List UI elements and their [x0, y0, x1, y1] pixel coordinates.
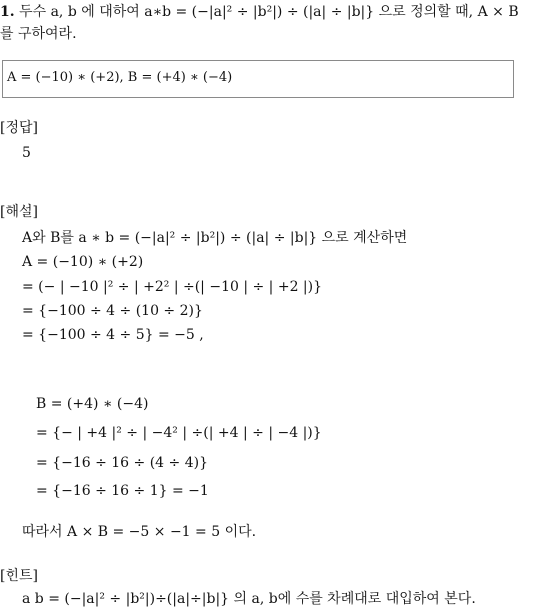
solution-line: = (− | −10 |² ÷ | +2² | ÷(| −10 | ÷ | +2 |)}: [22, 279, 323, 295]
given-values-box: [2, 60, 514, 98]
solution-line: A와 B를 a ∗ b = (−|a|² ÷ |b²|) ÷ (|a| ÷ |b|} 으로 계산하면: [22, 230, 408, 246]
solution-b-line: = {−16 ÷ 16 ÷ 1} = −1: [36, 483, 209, 499]
hint-text: a b = (−|a|² ÷ |b²|)÷(|a|÷|b|} 의 a, b에 수를 차례대로 대입하여 본다.: [22, 591, 476, 607]
solution-line: = {−100 ÷ 4 ÷ 5} = −5 ,: [22, 327, 204, 343]
answer-label: [정답]: [0, 120, 38, 136]
problem-text-1: 두수 a, b 에 대하여 a∗b = (−|a|² ÷ |b²|) ÷ (|a| ÷ |b|} 으로 정의할 때, A × B: [19, 4, 519, 20]
solution-line: A = (−10) ∗ (+2): [22, 254, 144, 270]
solution-line: = {−100 ÷ 4 ÷ (10 ÷ 2)}: [22, 303, 203, 319]
solution-b-line: = {−16 ÷ 16 ÷ (4 ÷ 4)}: [36, 455, 208, 471]
solution-conclusion: 따라서 A × B = −5 × −1 = 5 이다.: [22, 524, 257, 540]
solution-b-line: B = (+4) ∗ (−4): [36, 396, 149, 412]
given-values: A = (−10) ∗ (+2), B = (+4) ∗ (−4): [7, 70, 233, 85]
problem-number: 1.: [0, 4, 15, 20]
solution-label: [해설]: [0, 204, 38, 220]
solution-b-line: = {− | +4 |² ÷ | −4² | ÷(| +4 | ÷ | −4 |)}: [36, 425, 322, 441]
answer-value: 5: [22, 145, 31, 161]
hint-label: [힌트]: [0, 568, 38, 584]
problem-text-2: 를 구하여라.: [0, 26, 77, 42]
problem-statement-line-1: [0, 2, 519, 22]
